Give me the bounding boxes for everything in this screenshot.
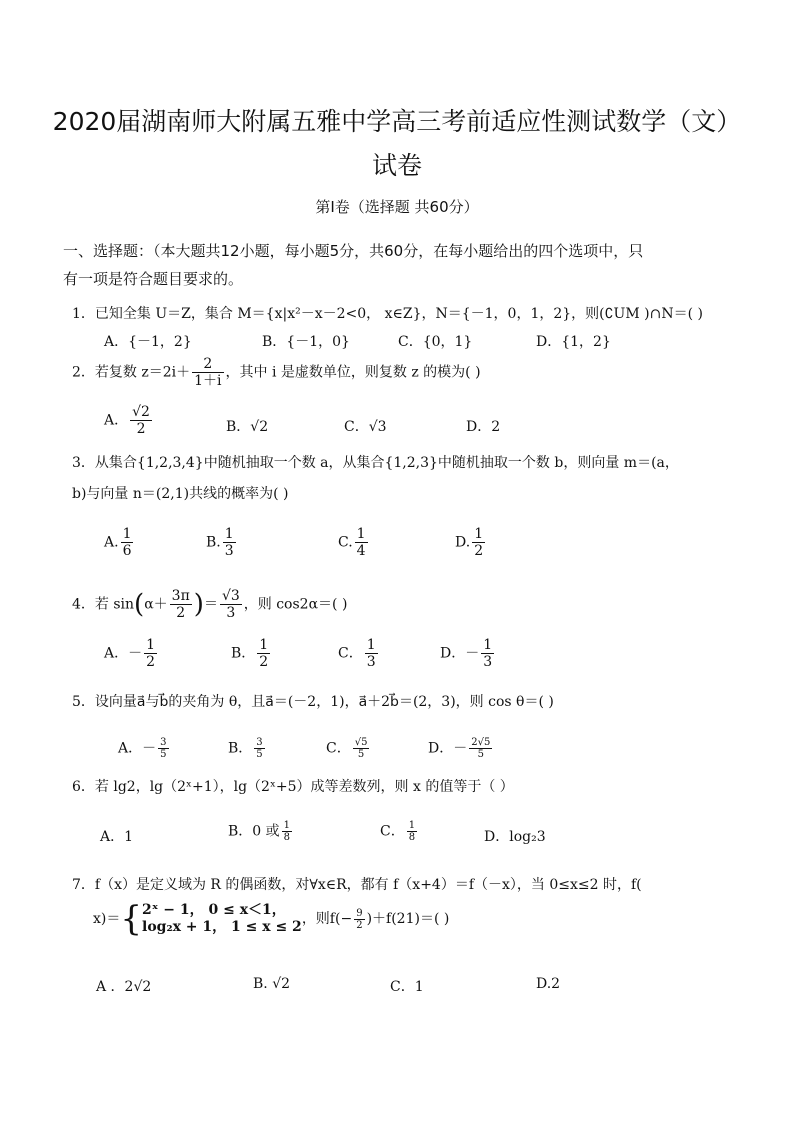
fraction-numerator: 1 bbox=[146, 637, 156, 653]
question-2-option-b bbox=[226, 416, 268, 436]
question-3-option-a bbox=[104, 526, 135, 559]
fraction-denominator: 3 bbox=[366, 654, 376, 670]
fraction-denominator: 2 bbox=[146, 654, 156, 670]
question-4-option-b bbox=[231, 637, 272, 670]
option-fraction bbox=[353, 737, 370, 760]
question-7-option-b: B. √2 bbox=[253, 976, 291, 992]
question-7-line1: 7．f（x）是定义域为 R 的偶函数，对∀x∈R，都有 f（x+4）＝f（－x），当 0≤x≤2 时，f( bbox=[72, 877, 642, 893]
option-label: A. bbox=[104, 534, 119, 551]
question-2-option-d: D．2 bbox=[466, 419, 501, 435]
fraction-numerator: 1 bbox=[259, 637, 269, 653]
option-label: B． bbox=[231, 645, 256, 662]
question-2-option-a bbox=[104, 404, 154, 437]
option-fraction bbox=[355, 526, 368, 559]
question-5-option-d bbox=[428, 737, 494, 760]
instructions-line2: 有一项是符合题目要求的。 bbox=[63, 270, 244, 288]
option-label: D．－ bbox=[428, 740, 468, 757]
fraction-numerator: 1 bbox=[283, 820, 291, 831]
question-4-option-d bbox=[440, 637, 496, 670]
question-4-option-c bbox=[338, 637, 380, 670]
option-value: √2 bbox=[250, 419, 269, 435]
question-4-suffix: ，则 cos2α＝( ) bbox=[243, 596, 348, 613]
fraction-numerator: √2 bbox=[132, 404, 150, 420]
question-6-option-a: A．1 bbox=[100, 829, 134, 845]
question-2-option-c bbox=[344, 416, 387, 436]
question-4-angle: α＋ bbox=[144, 596, 168, 613]
function-lhs: x)＝ bbox=[93, 911, 121, 927]
option-fraction bbox=[407, 820, 417, 843]
option-label: D. bbox=[455, 534, 471, 551]
question-2-suffix: ，其中 i 是虚数单位，则复数 z 的模为( ) bbox=[225, 364, 481, 381]
fraction-denominator: 5 bbox=[357, 749, 365, 760]
question-6-option-d: D．log₂3 bbox=[484, 829, 546, 845]
fraction-denominator: 2 bbox=[259, 654, 269, 670]
question-3-option-c bbox=[338, 526, 370, 559]
question-7-option-c: C．1 bbox=[390, 979, 424, 995]
question-4-stem bbox=[72, 588, 347, 621]
fraction-numerator: 1 bbox=[483, 637, 493, 653]
fraction-numerator: 3π bbox=[171, 588, 190, 604]
exam-title-line1: 2020届湖南师大附属五雅中学高三考前适应性测试数学（文） bbox=[52, 107, 742, 136]
section-subtitle: 第Ⅰ卷（选择题 共60分） bbox=[315, 198, 479, 216]
option-fraction bbox=[130, 404, 152, 437]
option-fraction bbox=[472, 526, 485, 559]
fraction-denominator: 3 bbox=[226, 605, 236, 621]
option-label: B. bbox=[206, 534, 221, 551]
rhs-fraction bbox=[220, 588, 242, 621]
question-1-option-c: C．{0，1} bbox=[398, 334, 473, 350]
option-label: A．－ bbox=[118, 740, 157, 757]
option-label: C． bbox=[380, 823, 405, 840]
fraction-numerator: 1 bbox=[366, 637, 376, 653]
option-value: √3 bbox=[368, 419, 387, 435]
piecewise-cases bbox=[142, 902, 302, 936]
question-2-fraction bbox=[192, 356, 223, 389]
fraction-denominator: 2 bbox=[474, 543, 484, 559]
option-label: B． bbox=[228, 740, 253, 757]
case-2: log₂x + 1， 1 ≤ x ≤ 2 bbox=[142, 919, 302, 935]
fraction-numerator: √5 bbox=[354, 737, 368, 748]
question-3-line2: b)与向量 n＝(2,1)共线的概率为( ) bbox=[72, 486, 289, 502]
question-7-line2 bbox=[93, 899, 450, 939]
option-label: B．0 或 bbox=[228, 823, 280, 840]
question-2-stem bbox=[72, 356, 481, 389]
question-7-option-d: D.2 bbox=[536, 976, 561, 992]
question-4-prefix: 4．若 sin bbox=[72, 596, 135, 613]
option-fraction bbox=[481, 637, 494, 670]
angle-fraction bbox=[170, 588, 192, 621]
option-fraction bbox=[469, 737, 492, 760]
fraction-numerator: 1 bbox=[408, 820, 416, 831]
question-6-option-c bbox=[380, 820, 419, 843]
fraction-denominator: 5 bbox=[160, 749, 167, 760]
question-6-stem: 6．若 lg2，lg（2ˣ+1），lg（2ˣ+5）成等差数列，则 x 的值等于（ ） bbox=[72, 779, 514, 795]
fraction-numerator: 1 bbox=[122, 526, 132, 542]
question-1-option-a: A．{－1，2} bbox=[104, 334, 192, 350]
case-1: 2ˣ − 1， 0 ≤ x＜1， bbox=[142, 902, 286, 918]
fraction-denominator: 5 bbox=[256, 749, 263, 760]
fraction-numerator: 1 bbox=[474, 526, 484, 542]
question-4-option-a bbox=[104, 637, 159, 670]
fraction-denominator: 2 bbox=[176, 605, 186, 621]
option-label: B． bbox=[226, 419, 251, 435]
left-brace: { bbox=[120, 899, 142, 939]
fraction-numerator: √3 bbox=[221, 588, 240, 604]
fraction-denominator: 3 bbox=[483, 654, 493, 670]
question-5-option-c bbox=[326, 737, 371, 760]
fraction-numerator: 3 bbox=[256, 737, 263, 748]
question-3-line1: 3．从集合{1,2,3,4}中随机抽取一个数 a，从集合{1,2,3}中随机抽取一个数 b，则向量 m＝(a， bbox=[72, 455, 679, 471]
fraction-denominator: 6 bbox=[122, 543, 132, 559]
fraction-denominator: 2 bbox=[136, 421, 146, 437]
question-5-stem: 5．设向量a⃗与b⃗的夹角为 θ，且a⃗＝(－2，1)，a⃗＋2b⃗＝(2，3)，则 cos θ＝( ) bbox=[72, 694, 554, 710]
option-fraction bbox=[121, 526, 134, 559]
question-7-option-a: A ．2√2 bbox=[96, 979, 152, 995]
option-fraction bbox=[158, 737, 168, 760]
right-paren: ) bbox=[193, 589, 204, 620]
fraction-denominator: 5 bbox=[477, 749, 484, 760]
question-7-fraction bbox=[354, 908, 364, 931]
question-7-rest: )＋f(21)＝( ) bbox=[366, 911, 450, 927]
option-label: C． bbox=[326, 740, 351, 757]
fraction-denominator: 3 bbox=[224, 543, 234, 559]
question-1-option-b: B．{－1，0} bbox=[262, 334, 350, 350]
question-1-stem: 1．已知全集 U＝Z，集合 M＝{x|x²－x－2<0， x∈Z}，N＝{－1，0，1，2}，则(∁UM )∩N＝( ) bbox=[72, 306, 703, 322]
option-label: C. bbox=[338, 534, 353, 551]
option-fraction bbox=[254, 737, 264, 760]
question-3-option-b bbox=[206, 526, 238, 559]
question-5-option-b bbox=[228, 737, 267, 760]
fraction-denominator: 8 bbox=[283, 832, 291, 843]
option-label: A． bbox=[104, 412, 129, 429]
option-fraction bbox=[223, 526, 236, 559]
option-label: C． bbox=[338, 645, 363, 662]
question-5-option-a bbox=[118, 737, 171, 760]
option-fraction bbox=[257, 637, 270, 670]
option-label: D．－ bbox=[440, 645, 480, 662]
fraction-numerator: 1 bbox=[356, 526, 366, 542]
question-3-option-d bbox=[455, 526, 487, 559]
fraction-numerator: 9 bbox=[356, 907, 363, 919]
equals-sign: ＝ bbox=[203, 596, 218, 613]
fraction-numerator: 3 bbox=[160, 737, 167, 748]
option-label: C． bbox=[344, 419, 369, 435]
question-7-then: ，则f(− bbox=[301, 911, 353, 927]
question-6-option-b bbox=[228, 820, 294, 843]
option-fraction bbox=[144, 637, 157, 670]
fraction-numerator: 2 bbox=[192, 356, 223, 373]
fraction-denominator: 4 bbox=[356, 543, 366, 559]
left-paren: ( bbox=[134, 589, 145, 620]
instructions-line1: 一、选择题：（本大题共12小题，每小题5分，共60分，在每小题给出的四个选项中，只 bbox=[63, 242, 644, 260]
fraction-numerator: 1 bbox=[224, 526, 234, 542]
option-fraction bbox=[365, 637, 378, 670]
question-2-prefix: 2．若复数 z＝2i＋ bbox=[72, 364, 191, 381]
fraction-denominator: 1＋i bbox=[194, 373, 222, 389]
option-label: A．－ bbox=[104, 645, 143, 662]
fraction-denominator: 8 bbox=[408, 832, 416, 843]
option-fraction bbox=[282, 820, 292, 843]
question-1-option-d: D．{1，2} bbox=[536, 334, 611, 350]
exam-title-line2: 试卷 bbox=[371, 151, 422, 180]
fraction-denominator: 2 bbox=[356, 919, 363, 931]
fraction-numerator: 2√5 bbox=[471, 737, 491, 748]
